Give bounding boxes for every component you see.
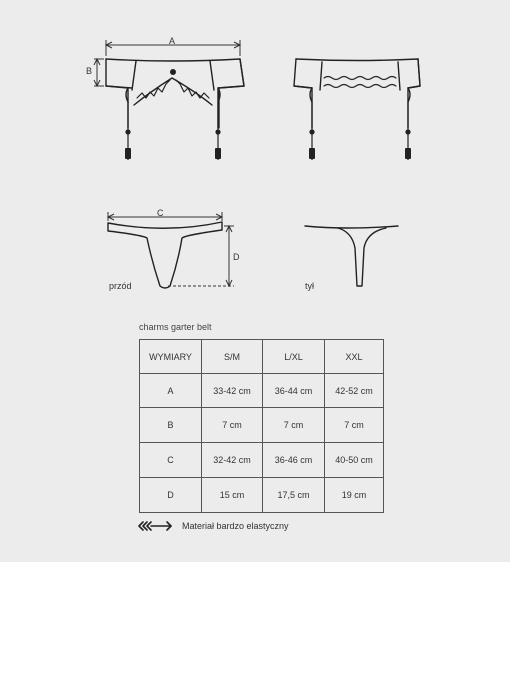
table-cell: 7 cm: [263, 408, 325, 443]
garter-belt-front-sketch: [106, 59, 244, 128]
table-cell: 36-44 cm: [263, 374, 325, 408]
table-row: [140, 374, 384, 408]
legend-text: Materiał bardzo elastyczny: [182, 521, 289, 531]
table-cell: 42-52 cm: [325, 374, 384, 408]
table-row: [140, 478, 384, 513]
back-view-label: tył: [305, 281, 314, 291]
table-cell: 33-42 cm: [202, 374, 263, 408]
legend: [138, 519, 289, 533]
table-cell: 32-42 cm: [202, 443, 263, 478]
thong-back-sketch: [305, 226, 398, 286]
thong-front-sketch: [108, 222, 222, 288]
table-row: [140, 408, 384, 443]
table-header-row: [140, 340, 384, 374]
table-cell: 7 cm: [202, 408, 263, 443]
header-cell: S/M: [202, 340, 263, 374]
table-cell: 19 cm: [325, 478, 384, 513]
table-cell: C: [140, 443, 202, 478]
size-table: [139, 339, 384, 513]
garter-straps: [128, 102, 408, 160]
table-cell: 7 cm: [325, 408, 384, 443]
front-view-label: przód: [109, 281, 132, 291]
header-cell: XXL: [325, 340, 384, 374]
table-cell: 36-46 cm: [263, 443, 325, 478]
table-cell: 15 cm: [202, 478, 263, 513]
table-cell: 17,5 cm: [263, 478, 325, 513]
header-cell: L/XL: [263, 340, 325, 374]
table-cell: 40-50 cm: [325, 443, 384, 478]
garter-belt-back-sketch: [294, 59, 420, 128]
table-title: charms garter belt: [139, 322, 212, 332]
header-cell: WYMIARY: [140, 340, 202, 374]
table-cell: B: [140, 408, 202, 443]
table-cell: A: [140, 374, 202, 408]
dimension-label-d: D: [233, 252, 240, 262]
dimension-lines: [94, 40, 240, 286]
dimension-label-c: C: [157, 208, 164, 218]
table-row: [140, 443, 384, 478]
dimension-label-a: A: [169, 36, 176, 46]
table-cell: D: [140, 478, 202, 513]
elastic-arrow-icon: [138, 520, 174, 532]
dimension-label-b: B: [86, 66, 93, 76]
